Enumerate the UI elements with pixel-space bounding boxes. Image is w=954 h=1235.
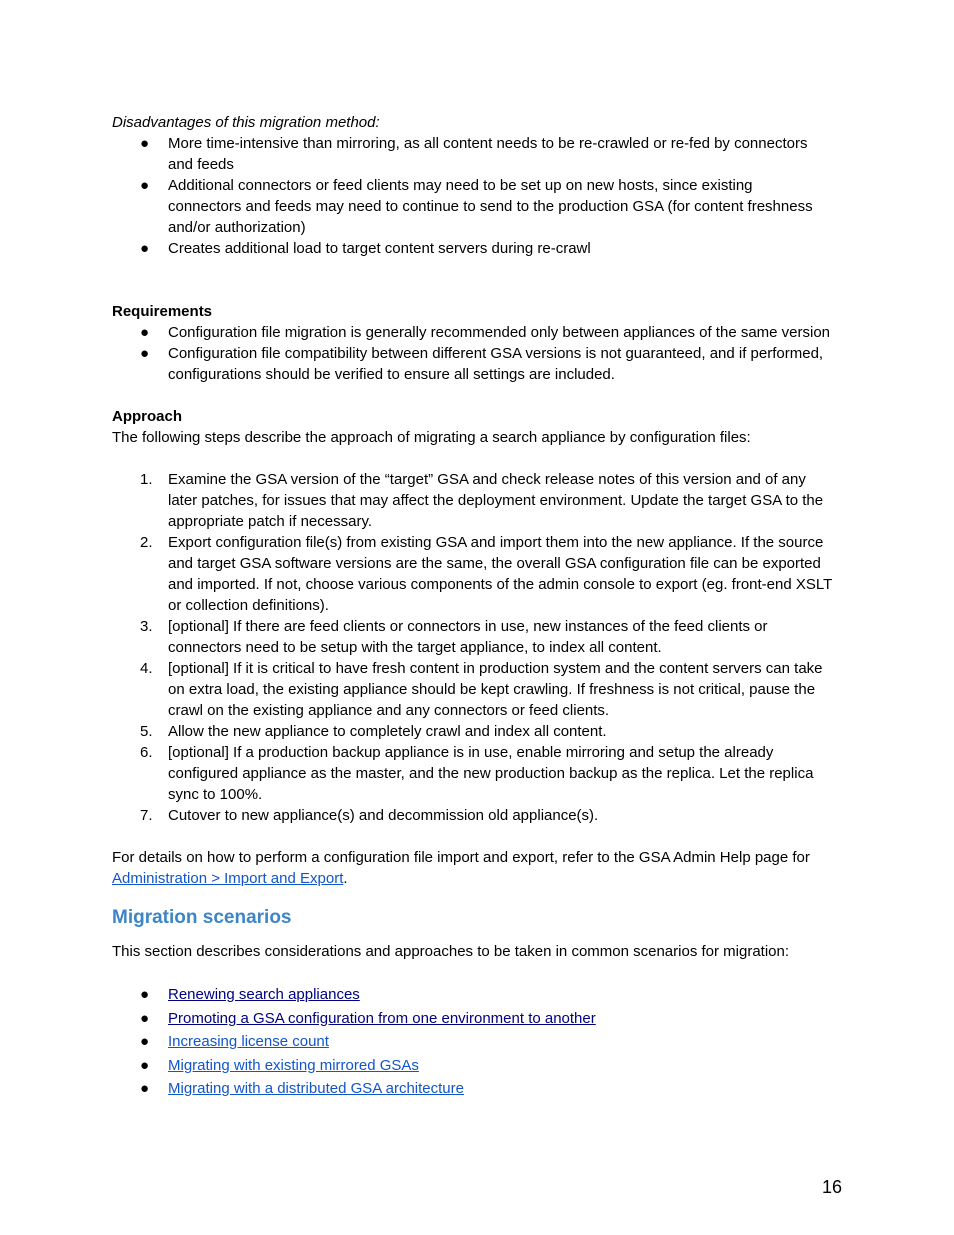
list-item-line: configured appliance as the master, and the new production backup as the replica. Let the replica <box>168 765 814 782</box>
scenarios-intro: This section describes considerations and approaches to be taken in common scenarios for migration: <box>112 943 790 960</box>
list-item <box>112 532 852 616</box>
bullet-icon: ● <box>140 345 150 362</box>
bullet-icon: ● <box>140 986 150 1003</box>
list-item <box>112 175 852 238</box>
disadvantages-list <box>112 133 852 259</box>
list-item <box>112 133 852 175</box>
bullet-icon: ● <box>140 240 150 257</box>
bullet-icon: ● <box>140 1080 150 1097</box>
import-export-link[interactable]: Administration > Import and Export <box>112 870 344 887</box>
list-item <box>112 721 852 742</box>
list-item-line: and/or authorization) <box>168 219 306 236</box>
list-item-line: [optional] If there are feed clients or connectors in use, new instances of the feed clients or <box>168 618 768 635</box>
list-item-line: Export configuration file(s) from existing GSA and import them into the new appliance. If the source <box>168 534 824 551</box>
approach-intro: The following steps describe the approach of migrating a search appliance by configuration files: <box>112 429 751 446</box>
bullet-icon: ● <box>140 1009 150 1027</box>
bullet-icon: ● <box>140 177 150 194</box>
list-item-line: [optional] If it is critical to have fresh content in production system and the content servers can take <box>168 660 823 677</box>
renewing-search-appliances-link[interactable]: Renewing search appliances <box>168 986 360 1003</box>
bullet-icon: ● <box>140 1033 150 1050</box>
list-item-line: connectors and feeds may need to continue to send to the production GSA (for content freshness <box>168 198 813 215</box>
list-item-line: Configuration file compatibility between different GSA versions is not guaranteed, and if performed, <box>168 345 824 362</box>
distributed-architecture-link[interactable]: Migrating with a distributed GSA architecture <box>168 1080 464 1097</box>
list-item <box>112 805 852 826</box>
details-end: . <box>343 870 348 887</box>
migration-scenarios-heading: Migration scenarios <box>112 907 292 928</box>
list-item-line: sync to 100%. <box>168 786 263 803</box>
increasing-license-count-link[interactable]: Increasing license count <box>168 1033 329 1050</box>
details-paragraph <box>112 847 852 889</box>
list-item-line: on extra load, the existing appliance should be kept crawling. If freshness is not critical, pause the <box>168 681 816 698</box>
step-number: 6. <box>140 744 153 761</box>
list-item-line: Configuration file migration is generally recommended only between appliances of the same version <box>168 324 831 341</box>
bullet-icon: ● <box>140 324 150 341</box>
list-item-line: later patches, for issues that may affect the deployment environment. Update the target GSA to the <box>168 492 824 509</box>
step-number: 1. <box>140 471 153 488</box>
list-item <box>112 983 852 1007</box>
list-item-line: and imported. If not, choose various components of the admin console to export (eg. front-end XSLT <box>168 576 833 593</box>
list-item <box>112 742 852 805</box>
step-number: 2. <box>140 534 153 551</box>
list-item <box>112 1054 852 1078</box>
requirements-list <box>112 322 852 385</box>
list-item-line: crawl on the existing appliance and any connectors or feed clients. <box>168 702 610 719</box>
list-item <box>112 658 852 721</box>
list-item-line: Allow the new appliance to completely crawl and index all content. <box>168 723 607 740</box>
requirements-heading: Requirements <box>112 303 213 320</box>
approach-heading: Approach <box>112 408 183 425</box>
step-number: 3. <box>140 618 153 635</box>
list-item <box>112 238 852 259</box>
scenarios-links-list <box>112 983 852 1101</box>
list-item <box>112 1007 852 1031</box>
list-item-line: [optional] If a production backup appliance is in use, enable mirroring and setup the already <box>168 744 774 761</box>
list-item-line: Additional connectors or feed clients may need to be set up on new hosts, since existing <box>168 177 753 194</box>
page-number: 16 <box>822 1177 843 1197</box>
mirrored-gsas-link[interactable]: Migrating with existing mirrored GSAs <box>168 1056 419 1074</box>
list-item <box>112 1030 852 1054</box>
list-item-line: or collection definitions). <box>168 597 329 614</box>
list-item-line: appropriate patch if necessary. <box>168 513 373 530</box>
step-number: 7. <box>140 807 153 824</box>
document-page <box>112 112 852 1101</box>
step-number: 5. <box>140 723 153 740</box>
list-item-line: Examine the GSA version of the “target” GSA and check release notes of this version and of any <box>168 471 806 488</box>
disadvantages-heading: Disadvantages of this migration method: <box>112 114 380 131</box>
list-item <box>112 469 852 532</box>
list-item-line: Cutover to new appliance(s) and decommission old appliance(s). <box>168 807 599 824</box>
list-item-line: connectors need to be setup with the target appliance, to index all content. <box>168 639 662 656</box>
list-item-line: configurations should be verified to ensure all settings are included. <box>168 366 615 383</box>
promoting-configuration-link[interactable]: Promoting a GSA configuration from one environment to another <box>168 1009 596 1027</box>
list-item-line: and target GSA software versions are the same, the overall GSA configuration file can be exported <box>168 555 821 572</box>
bullet-icon: ● <box>140 1056 150 1074</box>
list-item <box>112 1077 852 1101</box>
list-item-line: and feeds <box>168 156 234 173</box>
step-number: 4. <box>140 660 153 677</box>
details-text: For details on how to perform a configuration file import and export, refer to the GSA Admin Help page for <box>112 849 810 866</box>
approach-steps <box>112 469 852 826</box>
list-item <box>112 343 852 385</box>
list-item-line: More time-intensive than mirroring, as all content needs to be re-crawled or re-fed by connectors <box>168 135 808 152</box>
bullet-icon: ● <box>140 135 150 152</box>
list-item-line: Creates additional load to target content servers during re-crawl <box>168 240 591 257</box>
list-item <box>112 616 852 658</box>
list-item <box>112 322 852 343</box>
